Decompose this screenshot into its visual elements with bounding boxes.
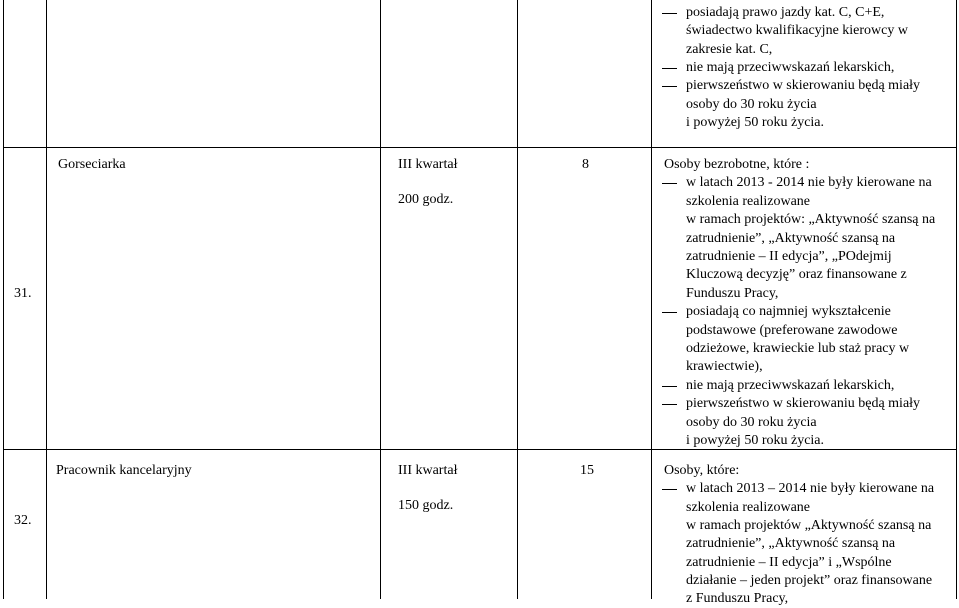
requirement-line: i powyżej 50 roku życia. <box>686 114 825 130</box>
requirement-line: zatrudnienie”, „Aktywność szansą na <box>686 230 896 246</box>
requirement-line: zakresie kat. C, <box>686 41 773 57</box>
row-32-quarter: III kwartał <box>398 463 458 478</box>
row-31-course-name: Gorseciarka <box>58 157 126 172</box>
requirement-line: podstawowe (preferowane zawodowe <box>686 322 898 338</box>
requirement-line: w ramach projektów „Aktywność szansą na <box>686 517 932 533</box>
column-divider-4 <box>651 0 652 599</box>
column-divider-1 <box>46 0 47 599</box>
requirement-line: odzieżowe, krawieckie lub staż pracy w <box>686 341 910 356</box>
requirement-line: zatrudnienie – II edycja”, „POdejmij <box>686 249 892 264</box>
row-31-number: 31. <box>14 286 32 301</box>
requirement-line: z Funduszu Pracy, <box>686 591 789 607</box>
column-divider-2 <box>380 0 381 599</box>
requirement-line: w latach 2013 – 2014 nie były kierowane na <box>686 481 935 497</box>
table-border-right <box>956 0 957 599</box>
row-32-participants: 15 <box>580 463 594 478</box>
list-dash <box>662 489 677 490</box>
row-32-course-name: Pracownik kancelaryjny <box>56 463 192 478</box>
row-divider-top <box>3 147 957 148</box>
row-31-participants: 8 <box>582 157 589 172</box>
requirement-line: szkolenia realizowane <box>686 499 810 515</box>
requirement-line: szkolenia realizowane <box>686 193 810 209</box>
requirement-line: działanie – jeden projekt” oraz finansowane <box>686 572 933 588</box>
list-dash <box>662 86 677 87</box>
requirement-line: krawiectwie), <box>686 359 763 375</box>
requirement-line: w latach 2013 - 2014 nie były kierowane na <box>686 175 932 191</box>
list-dash <box>662 404 677 405</box>
requirement-line: nie mają przeciwwskazań lekarskich, <box>686 377 895 393</box>
requirement-line: Kluczową decyzję” oraz finansowane z <box>686 267 907 283</box>
list-dash <box>662 312 677 313</box>
row-32-number: 32. <box>14 513 32 528</box>
requirement-line: w ramach projektów: „Aktywność szansą na <box>686 212 936 228</box>
requirement-line: pierwszeństwo w skierowaniu będą miały <box>686 396 921 412</box>
list-dash <box>662 386 677 387</box>
list-dash <box>662 13 677 14</box>
requirement-line: osoby do 30 roku życia <box>686 414 817 430</box>
list-dash <box>662 68 677 69</box>
requirement-line: posiadają prawo jazdy kat. C, C+E, <box>686 5 885 20</box>
requirement-line: zatrudnienie”, „Aktywność szansą na <box>686 536 896 552</box>
requirement-line: Osoby, które: <box>664 463 740 478</box>
column-divider-3 <box>517 0 518 599</box>
requirement-line: osoby do 30 roku życia <box>686 96 817 112</box>
requirement-line: nie mają przeciwwskazań lekarskich, <box>686 59 895 75</box>
table-border-left <box>3 0 4 599</box>
list-dash <box>662 183 677 184</box>
requirement-line: posiadają co najmniej wykształcenie <box>686 304 891 320</box>
requirement-line: Osoby bezrobotne, które : <box>664 157 810 172</box>
row-32-hours: 150 godz. <box>398 498 454 513</box>
requirement-line: Funduszu Pracy, <box>686 285 779 301</box>
row-31-hours: 200 godz. <box>398 192 454 207</box>
row-31-quarter: III kwartał <box>398 157 458 172</box>
requirement-line: pierwszeństwo w skierowaniu będą miały <box>686 78 921 94</box>
requirement-line: i powyżej 50 roku życia. <box>686 433 825 448</box>
requirement-line: świadectwo kwalifikacyjne kierowcy w <box>686 23 908 39</box>
requirement-line: zatrudnienie – II edycja” i „Wspólne <box>686 554 892 570</box>
